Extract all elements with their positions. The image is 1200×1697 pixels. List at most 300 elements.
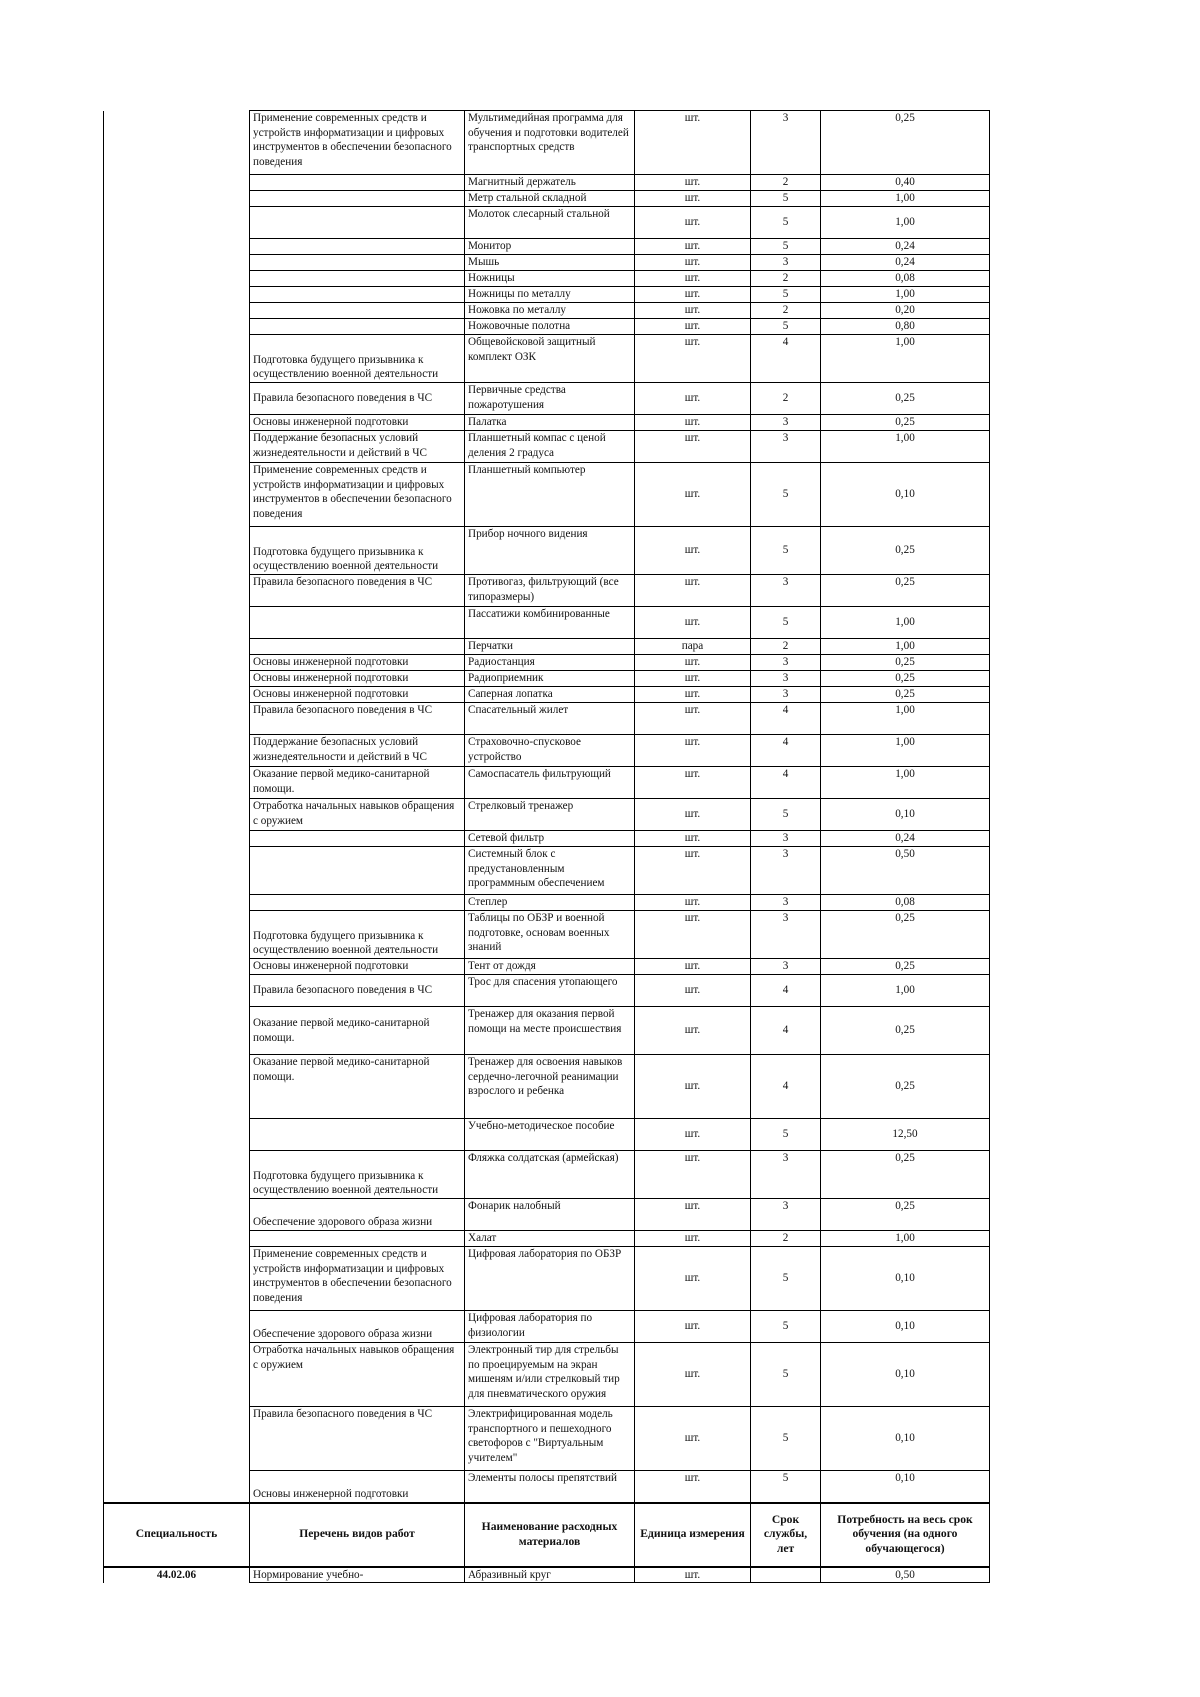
unit-cell: шт. [635,575,751,607]
service-life-cell: 4 [751,975,821,1007]
material-name-cell: Тент от дождя [465,959,635,975]
service-life-cell: 2 [751,383,821,415]
material-name-cell: Тренажер для освоения навыков сердечно-легочной реанимации взрослого и ребенка [465,1055,635,1119]
work-type-cell [250,287,465,303]
need-cell: 1,00 [821,639,990,655]
service-life-cell: 5 [751,1343,821,1407]
material-name-cell: Цифровая лаборатория по физиологии [465,1311,635,1343]
material-name-cell: Магнитный держатель [465,175,635,191]
material-name-cell: Перчатки [465,639,635,655]
table-row [104,1407,990,1471]
work-type-cell: Оказание первой медико-санитарной помощи. [250,767,465,799]
need-cell: 0,50 [821,847,990,895]
table-row [104,655,990,671]
material-name-cell: Системный блок с предустановленным программным обеспечением [465,847,635,895]
service-life-cell: 2 [751,175,821,191]
work-type-cell: Нормирование учебно- [250,1567,465,1583]
unit-cell: шт. [635,431,751,463]
specialty-cell [104,895,250,911]
material-name-cell: Планшетный компас с ценой деления 2 градуса [465,431,635,463]
need-cell: 1,00 [821,1231,990,1247]
material-name-cell: Радиоприемник [465,671,635,687]
unit-cell: шт. [635,415,751,431]
specialty-code-cell: 44.02.06 [104,1567,250,1583]
table-row [104,303,990,319]
unit-cell: шт. [635,175,751,191]
material-name-cell: Общевойсковой защитный комплект ОЗК [465,335,635,383]
unit-cell: шт. [635,703,751,735]
specialty-cell [104,255,250,271]
work-type-cell: Основы инженерной подготовки [250,671,465,687]
work-type-cell [250,1231,465,1247]
table-row [104,671,990,687]
specialty-cell [104,1247,250,1311]
table-row [104,975,990,1007]
unit-cell: шт. [635,303,751,319]
service-life-cell: 3 [751,1151,821,1199]
service-life-cell: 5 [751,191,821,207]
header-need: Потребность на весь срок обучения (на одного обучающегося) [821,1503,990,1567]
specialty-cell [104,1199,250,1231]
specialty-cell [104,191,250,207]
service-life-cell: 3 [751,415,821,431]
need-cell: 1,00 [821,735,990,767]
need-cell: 0,25 [821,687,990,703]
work-type-cell [250,271,465,287]
table-row [104,431,990,463]
material-name-cell: Трос для спасения утопающего [465,975,635,1007]
service-life-cell: 3 [751,575,821,607]
specialty-cell [104,607,250,639]
service-life-cell: 4 [751,1055,821,1119]
specialty-cell [104,1471,250,1503]
table-row [104,607,990,639]
table-row [104,191,990,207]
need-cell: 0,25 [821,1007,990,1055]
specialty-cell [104,207,250,239]
table-row [104,767,990,799]
material-name-cell: Ножовочные полотна [465,319,635,335]
service-life-cell: 5 [751,319,821,335]
header-materials: Наименование расходных материалов [465,1503,635,1567]
table-row [104,383,990,415]
work-type-cell: Подготовка будущего призывника к осуществлению военной деятельности [250,335,465,383]
unit-cell: шт. [635,767,751,799]
table-row [104,271,990,287]
work-type-cell: Правила безопасного поведения в ЧС [250,703,465,735]
need-cell: 0,50 [821,1567,990,1583]
table-row [104,1119,990,1151]
service-life-cell: 5 [751,527,821,575]
need-cell: 1,00 [821,703,990,735]
work-type-cell [250,191,465,207]
need-cell: 1,00 [821,607,990,639]
work-type-cell [250,255,465,271]
service-life-cell: 5 [751,287,821,303]
table-row [104,463,990,527]
unit-cell: шт. [635,1567,751,1583]
need-cell: 0,08 [821,271,990,287]
need-cell: 0,10 [821,1471,990,1503]
need-cell: 0,25 [821,527,990,575]
table-row [104,287,990,303]
table-row [104,847,990,895]
work-type-cell: Обеспечение здорового образа жизни [250,1311,465,1343]
work-type-cell [250,847,465,895]
need-cell: 1,00 [821,431,990,463]
specialty-cell [104,1119,250,1151]
work-type-cell [250,831,465,847]
service-life-cell: 2 [751,303,821,319]
unit-cell: шт. [635,799,751,831]
service-life-cell: 5 [751,239,821,255]
specialty-cell [104,1343,250,1407]
table-row [104,175,990,191]
material-name-cell: Таблицы по ОБЗР и военной подготовке, основам военных знаний [465,911,635,959]
work-type-cell: Обеспечение здорового образа жизни [250,1199,465,1231]
need-cell: 0,24 [821,831,990,847]
work-type-cell [250,895,465,911]
work-type-cell: Оказание первой медико-санитарной помощи. [250,1055,465,1119]
work-type-cell [250,303,465,319]
work-type-cell: Отработка начальных навыков обращения с оружием [250,799,465,831]
material-name-cell: Самоспасатель фильтрующий [465,767,635,799]
unit-cell: шт. [635,1343,751,1407]
service-life-cell [751,1567,821,1583]
specialty-cell [104,767,250,799]
specialty-cell [104,303,250,319]
specialty-cell [104,175,250,191]
unit-cell: шт. [635,463,751,527]
material-name-cell: Молоток слесарный стальной [465,207,635,239]
material-name-cell: Мультимедийная программа для обучения и подготовки водителей транспортных средств [465,111,635,175]
specialty-cell [104,1151,250,1199]
service-life-cell: 4 [751,703,821,735]
service-life-cell: 5 [751,607,821,639]
work-type-cell: Подготовка будущего призывника к осуществлению военной деятельности [250,911,465,959]
header-work-types: Перечень видов работ [250,1503,465,1567]
service-life-cell: 3 [751,959,821,975]
need-cell: 0,80 [821,319,990,335]
material-name-cell: Радиостанция [465,655,635,671]
work-type-cell: Подготовка будущего призывника к осуществлению военной деятельности [250,527,465,575]
unit-cell: шт. [635,911,751,959]
table-row [104,735,990,767]
work-type-cell: Оказание первой медико-санитарной помощи. [250,1007,465,1055]
material-name-cell: Палатка [465,415,635,431]
table-row [104,1007,990,1055]
need-cell: 0,24 [821,255,990,271]
material-name-cell: Пассатижи комбинированные [465,607,635,639]
need-cell: 0,25 [821,1151,990,1199]
specialty-cell [104,335,250,383]
material-name-cell: Тренажер для оказания первой помощи на месте происшествия [465,1007,635,1055]
unit-cell: шт. [635,191,751,207]
unit-cell: шт. [635,335,751,383]
service-life-cell: 5 [751,1407,821,1471]
service-life-cell: 3 [751,111,821,175]
material-name-cell: Саперная лопатка [465,687,635,703]
material-name-cell: Фонарик налобный [465,1199,635,1231]
header-unit: Единица измерения [635,1503,751,1567]
table-row [104,527,990,575]
need-cell: 1,00 [821,287,990,303]
service-life-cell: 4 [751,767,821,799]
need-cell: 0,10 [821,1247,990,1311]
material-name-cell: Монитор [465,239,635,255]
specialty-cell [104,1407,250,1471]
specialty-cell [104,735,250,767]
unit-cell: шт. [635,1199,751,1231]
table-row [104,1231,990,1247]
service-life-cell: 5 [751,799,821,831]
need-cell: 0,10 [821,463,990,527]
service-life-cell: 2 [751,1231,821,1247]
service-life-cell: 3 [751,911,821,959]
specialty-cell [104,703,250,735]
work-type-cell: Применение современных средств и устройств информатизации и цифровых инструментов в обеспечении безопасного поведения [250,1247,465,1311]
work-type-cell [250,175,465,191]
specialty-cell [104,975,250,1007]
specialty-cell [104,1055,250,1119]
unit-cell: шт. [635,1407,751,1471]
specialty-cell [104,911,250,959]
material-name-cell: Электрифицированная модель транспортного и пешеходного светофоров с "Виртуальным учителем" [465,1407,635,1471]
work-type-cell: Правила безопасного поведения в ЧС [250,1407,465,1471]
need-cell: 0,40 [821,175,990,191]
table-row [104,1055,990,1119]
work-type-cell: Основы инженерной подготовки [250,415,465,431]
material-name-cell: Фляжка солдатская (армейская) [465,1151,635,1199]
unit-cell: шт. [635,687,751,703]
table-row [104,575,990,607]
unit-cell: шт. [635,255,751,271]
service-life-cell: 4 [751,735,821,767]
work-type-cell [250,607,465,639]
service-life-cell: 3 [751,671,821,687]
unit-cell: шт. [635,1055,751,1119]
specialty-cell [104,655,250,671]
service-life-cell: 5 [751,207,821,239]
need-cell: 0,10 [821,1311,990,1343]
material-name-cell: Ножницы [465,271,635,287]
table-row [104,911,990,959]
header-service-life: Срок службы, лет [751,1503,821,1567]
table-row [104,207,990,239]
material-name-cell: Сетевой фильтр [465,831,635,847]
unit-cell: шт. [635,959,751,975]
table-row [104,799,990,831]
material-name-cell: Метр стальной складной [465,191,635,207]
material-name-cell: Стрелковый тренажер [465,799,635,831]
service-life-cell: 4 [751,335,821,383]
service-life-cell: 3 [751,431,821,463]
material-name-cell: Электронный тир для стрельбы по проецируемым на экран мишеням и/или стрелковый тир для пневматического оружия [465,1343,635,1407]
work-type-cell: Отработка начальных навыков обращения с оружием [250,1343,465,1407]
need-cell: 0,25 [821,383,990,415]
specialty-cell [104,847,250,895]
specialty-cell [104,687,250,703]
specialty-cell [104,287,250,303]
material-name-cell: Мышь [465,255,635,271]
need-cell: 0,25 [821,959,990,975]
need-cell: 1,00 [821,975,990,1007]
work-type-cell: Правила безопасного поведения в ЧС [250,575,465,607]
need-cell: 1,00 [821,335,990,383]
work-type-cell: Поддержание безопасных условий жизнедеятельности и действий в ЧС [250,735,465,767]
specialty-cell [104,431,250,463]
need-cell: 0,10 [821,1343,990,1407]
unit-cell: шт. [635,527,751,575]
table-row [104,639,990,655]
table-row [104,255,990,271]
work-type-cell [250,239,465,255]
table-row [104,831,990,847]
table-header-row [104,1503,990,1567]
unit-cell: шт. [635,1311,751,1343]
specialty-cell [104,799,250,831]
work-type-cell: Применение современных средств и устройств информатизации и цифровых инструментов в обеспечении безопасного поведения [250,111,465,175]
unit-cell: шт. [635,1007,751,1055]
material-name-cell: Халат [465,1231,635,1247]
service-life-cell: 3 [751,655,821,671]
material-name-cell: Степлер [465,895,635,911]
material-name-cell: Прибор ночного видения [465,527,635,575]
table-body [104,111,990,1583]
need-cell: 0,20 [821,303,990,319]
table-row [104,1567,990,1583]
need-cell: 0,25 [821,1199,990,1231]
need-cell: 0,25 [821,911,990,959]
specialty-cell [104,383,250,415]
work-type-cell: Подготовка будущего призывника к осуществлению военной деятельности [250,1151,465,1199]
material-name-cell: Абразивный круг [465,1567,635,1583]
table-row [104,1247,990,1311]
service-life-cell: 5 [751,1471,821,1503]
work-type-cell: Применение современных средств и устройств информатизации и цифровых инструментов в обеспечении безопасного поведения [250,463,465,527]
unit-cell: шт. [635,239,751,255]
specialty-cell [104,271,250,287]
service-life-cell: 3 [751,847,821,895]
table-row [104,415,990,431]
specialty-cell [104,1231,250,1247]
table-row [104,687,990,703]
need-cell: 0,25 [821,575,990,607]
material-name-cell: Цифровая лаборатория по ОБЗР [465,1247,635,1311]
specialty-cell [104,527,250,575]
table-row [104,335,990,383]
unit-cell: шт. [635,895,751,911]
work-type-cell [250,1119,465,1151]
service-life-cell: 3 [751,1199,821,1231]
work-type-cell: Основы инженерной подготовки [250,1471,465,1503]
specialty-cell [104,671,250,687]
specialty-cell [104,639,250,655]
table-row [104,319,990,335]
table-row [104,1311,990,1343]
service-life-cell: 3 [751,831,821,847]
specialty-cell [104,575,250,607]
unit-cell: шт. [635,607,751,639]
unit-cell: шт. [635,1471,751,1503]
service-life-cell: 5 [751,1119,821,1151]
material-name-cell: Планшетный компьютер [465,463,635,527]
material-name-cell: Ножницы по металлу [465,287,635,303]
need-cell: 1,00 [821,191,990,207]
work-type-cell [250,319,465,335]
work-type-cell [250,207,465,239]
specialty-cell [104,959,250,975]
header-specialty: Специальность [104,1503,250,1567]
specialty-cell [104,111,250,175]
need-cell: 0,10 [821,1407,990,1471]
table-row [104,703,990,735]
unit-cell: шт. [635,655,751,671]
material-name-cell: Противогаз, фильтрующий (все типоразмеры) [465,575,635,607]
unit-cell: пара [635,639,751,655]
table-row [104,111,990,175]
need-cell: 0,25 [821,111,990,175]
work-type-cell: Правила безопасного поведения в ЧС [250,975,465,1007]
specialty-cell [104,463,250,527]
table-row [104,1199,990,1231]
service-life-cell: 3 [751,255,821,271]
work-type-cell: Правила безопасного поведения в ЧС [250,383,465,415]
unit-cell: шт. [635,847,751,895]
need-cell: 0,25 [821,671,990,687]
work-type-cell: Основы инженерной подготовки [250,655,465,671]
material-name-cell: Элементы полосы препятствий [465,1471,635,1503]
unit-cell: шт. [635,287,751,303]
specialty-cell [104,1311,250,1343]
material-name-cell: Первичные средства пожаротушения [465,383,635,415]
material-name-cell: Учебно-методическое пособие [465,1119,635,1151]
unit-cell: шт. [635,319,751,335]
unit-cell: шт. [635,671,751,687]
table-row [104,239,990,255]
table-row [104,959,990,975]
unit-cell: шт. [635,735,751,767]
work-type-cell: Основы инженерной подготовки [250,687,465,703]
need-cell: 0,10 [821,799,990,831]
unit-cell: шт. [635,1231,751,1247]
need-cell: 0,25 [821,655,990,671]
need-cell: 1,00 [821,767,990,799]
service-life-cell: 4 [751,1007,821,1055]
need-cell: 0,08 [821,895,990,911]
need-cell: 1,00 [821,207,990,239]
unit-cell: шт. [635,975,751,1007]
unit-cell: шт. [635,111,751,175]
work-type-cell: Поддержание безопасных условий жизнедеятельности и действий в ЧС [250,431,465,463]
unit-cell: шт. [635,1151,751,1199]
specialty-cell [104,1007,250,1055]
unit-cell: шт. [635,831,751,847]
unit-cell: шт. [635,1247,751,1311]
table-row [104,1343,990,1407]
unit-cell: шт. [635,383,751,415]
table-row [104,895,990,911]
service-life-cell: 3 [751,895,821,911]
table-row [104,1151,990,1199]
service-life-cell: 5 [751,1247,821,1311]
work-type-cell [250,639,465,655]
service-life-cell: 2 [751,639,821,655]
unit-cell: шт. [635,207,751,239]
consumables-table [103,110,990,1583]
need-cell: 0,25 [821,1055,990,1119]
service-life-cell: 2 [751,271,821,287]
